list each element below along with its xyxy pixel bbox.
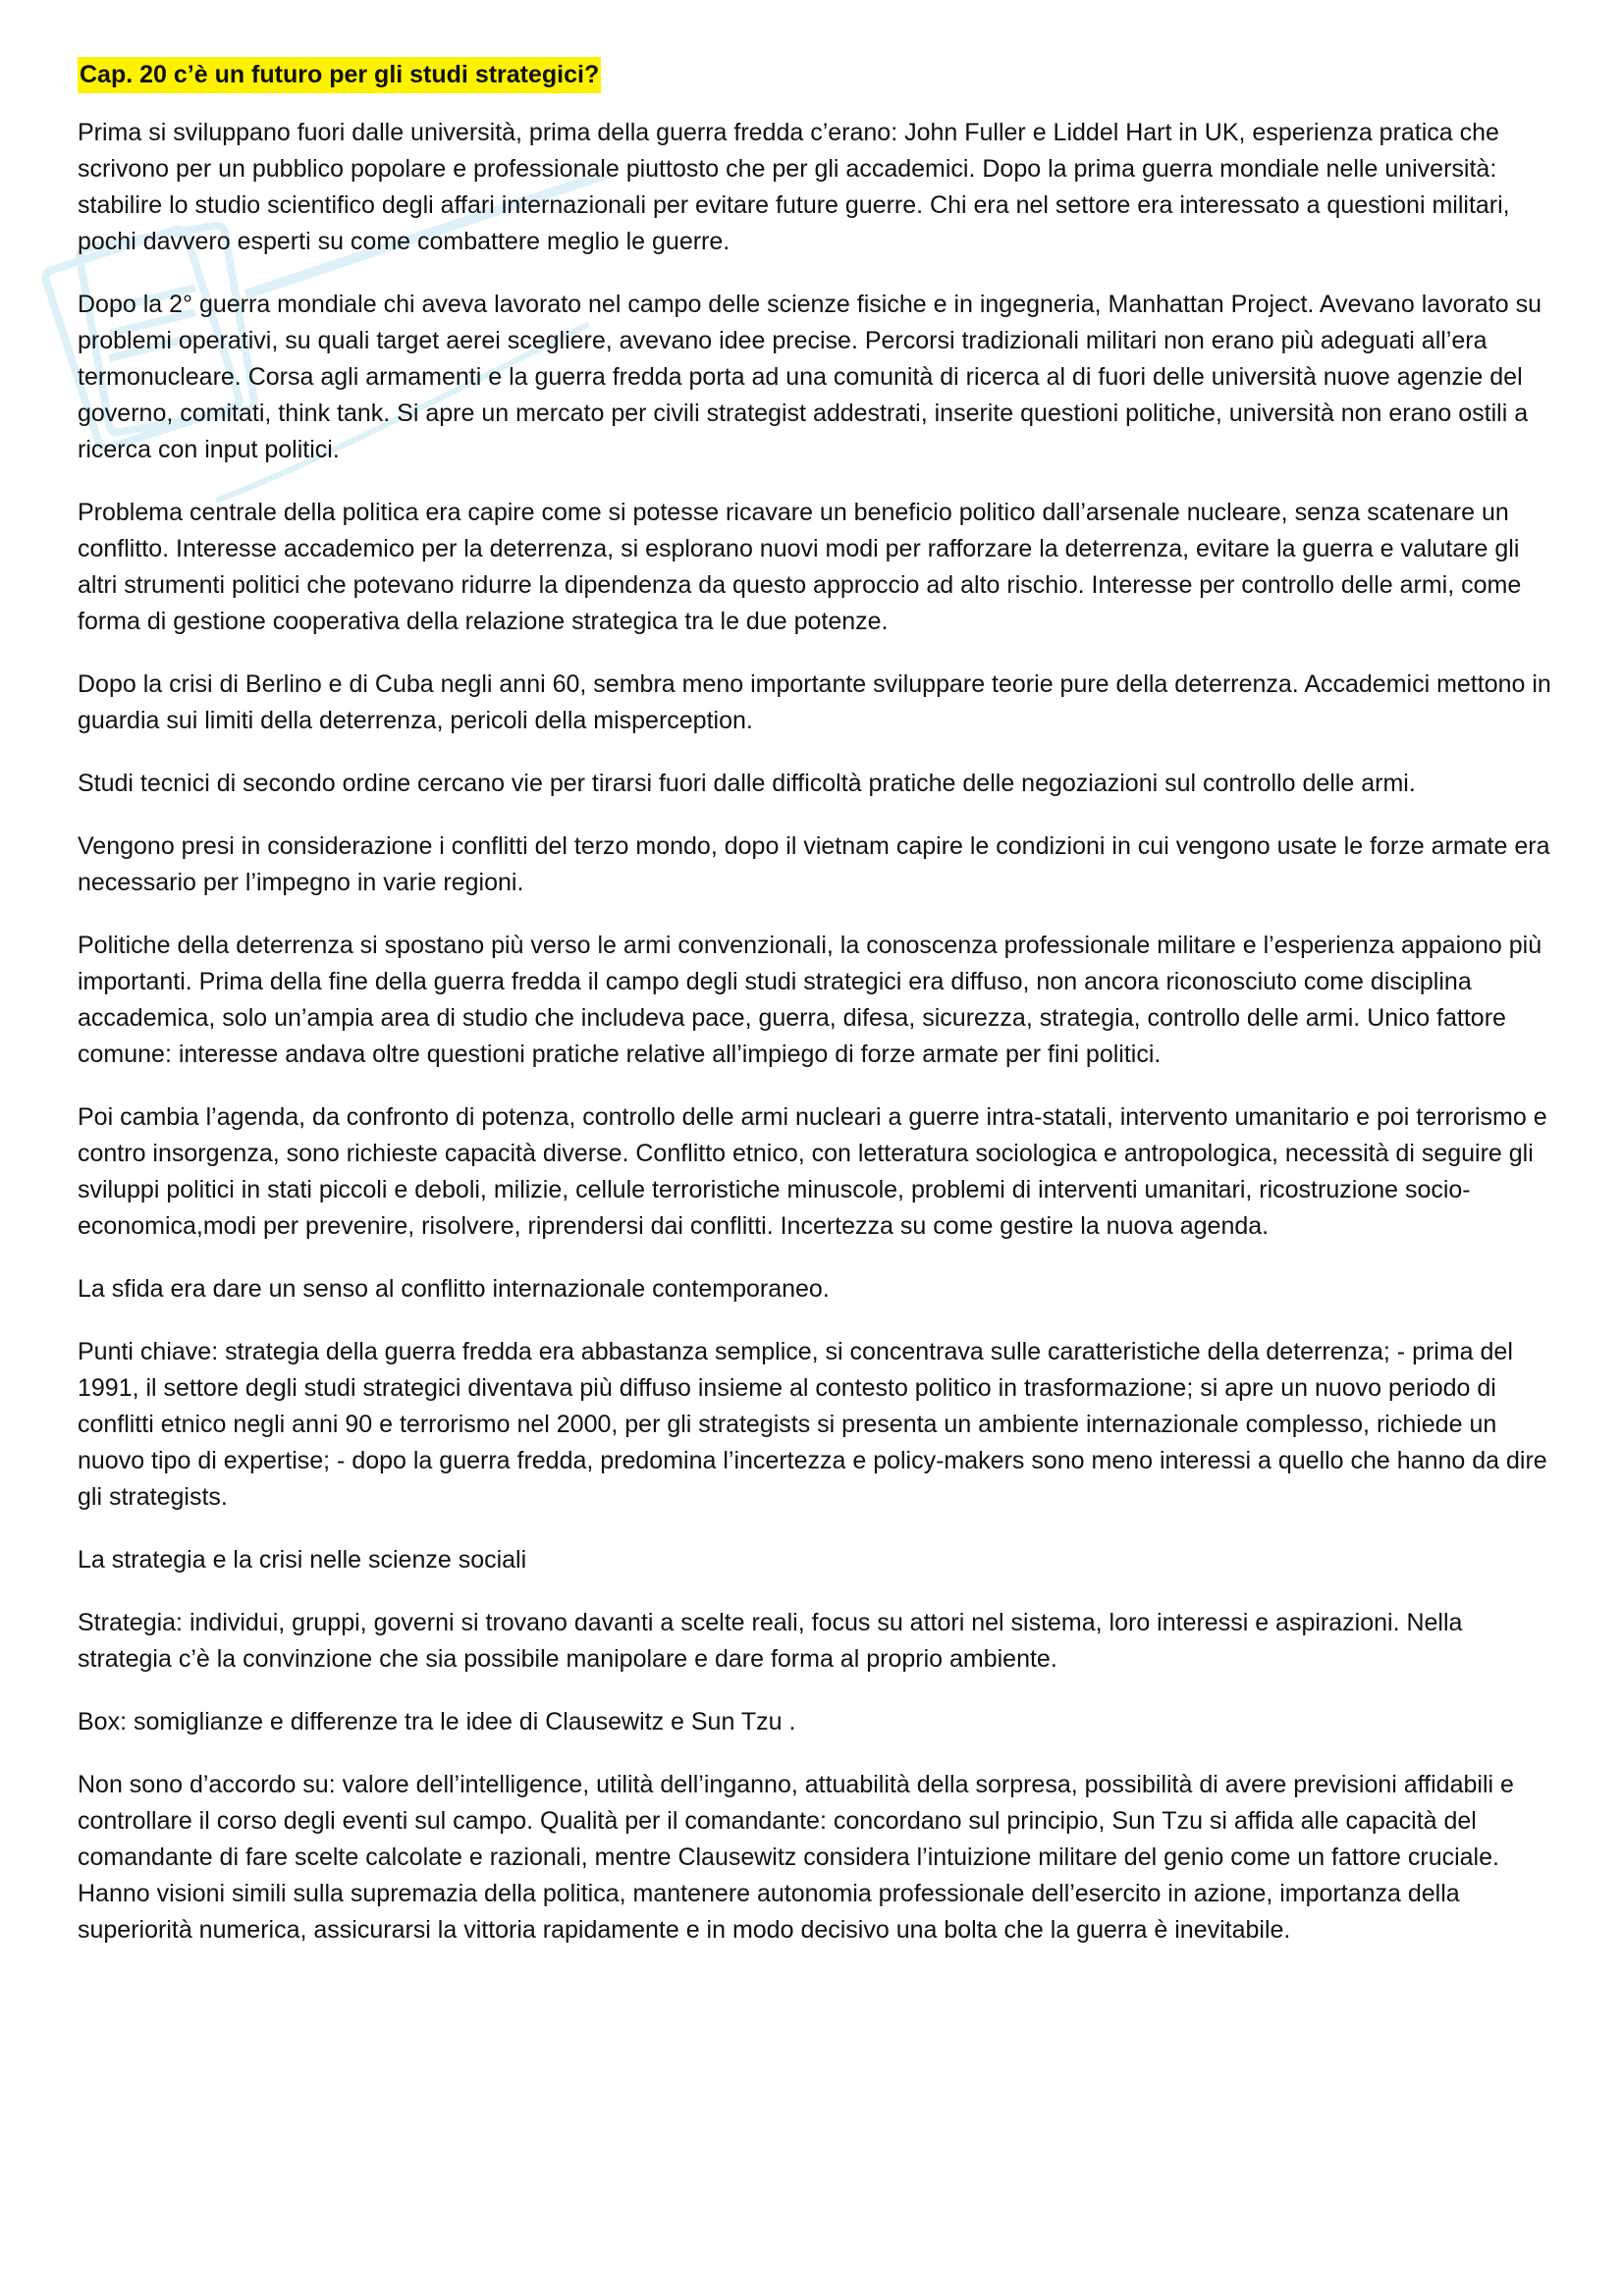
paragraph: Prima si sviluppano fuori dalle università, prima della guerra fredda c’erano: John Fuller e Liddel Hart in UK, esperienza pratica che scrivono per un pubblico popolare e professionale piuttosto che per gli accademici. Dopo la prima guerra mondiale nelle università: stabilire lo studio scientifico degli affari internazionali per evitare future guerre. Chi era nel settore era interessato a questioni militari, pochi davvero esperti su come combattere meglio le guerre. xyxy=(78,119,1510,255)
paragraph: Dopo la 2° guerra mondiale chi aveva lavorato nel campo delle scienze fisiche e in ingegneria, Manhattan Project. Avevano lavorato su problemi operativi, su quali target aerei scegliere, avevano idee precise. Percorsi tradizionali militari non erano più adeguati all’era termonucleare. Corsa agli armamenti e la guerra fredda porta ad una comunità di ricerca al di fuori delle università nuove agenzie del governo, comitati, think tank. Si apre un mercato per civili strategist addestrati, inserite questioni politiche, università non erano ostili a ricerca con input politici. xyxy=(78,291,1542,463)
paragraph: Box: somiglianze e differenze tra le idee di Clausewitz e Sun Tzu . xyxy=(78,1708,796,1735)
paragraph: La sfida era dare un senso al conflitto internazionale contemporaneo. xyxy=(78,1275,830,1303)
paragraph: Vengono presi in considerazione i conflitti del terzo mondo, dopo il vietnam capire le condizioni in cui vengono usate le forze armate era necessario per l’impegno in varie regioni. xyxy=(78,832,1550,896)
paragraph: Dopo la crisi di Berlino e di Cuba negli anni 60, sembra meno importante sviluppare teorie pure della deterrenza. Accademici mettono in guardia sui limiti della deterrenza, pericoli della misperception. xyxy=(78,670,1551,734)
paragraph: Politiche della deterrenza si spostano più verso le armi convenzionali, la conoscenza professionale militare e l’esperienza appaiono più importanti. Prima della fine della guerra fredda il campo degli studi strategici era diffuso, non ancora riconosciuto come disciplina accademica, solo un’ampia area di studio che includeva pace, guerra, difesa, sicurezza, strategia, controllo delle armi. Unico fattore comune: interesse andava oltre questioni pratiche relative all’impiego di forze armate per fini politici. xyxy=(78,932,1542,1068)
paragraph: Studi tecnici di secondo ordine cercano vie per tirarsi fuori dalle difficoltà pratiche delle negoziazioni sul controllo delle armi. xyxy=(78,770,1416,797)
document-title: Cap. 20 c’è un futuro per gli studi strategici? xyxy=(78,57,601,93)
paragraph: Poi cambia l’agenda, da confronto di potenza, controllo delle armi nucleari a guerre intra-statali, intervento umanitario e poi terrorismo e contro insorgenza, sono richieste capacità diverse. Conflitto etnico, con letteratura sociologica e antropologica, necessità di seguire gli sviluppi politici in stati piccoli e deboli, milizie, cellule terroristiche minuscole, problemi di interventi umanitari, ricostruzione socio-economica,modi per prevenire, risolvere, riprendersi dai conflitti. Incertezza su come gestire la nuova agenda. xyxy=(78,1103,1547,1240)
paragraph: Strategia: individui, gruppi, governi si trovano davanti a scelte reali, focus su attori nel sistema, loro interessi e aspirazioni. Nella strategia c’è la convinzione che sia possibile manipolare e dare forma al proprio ambiente. xyxy=(78,1609,1463,1673)
paragraph: Non sono d’accordo su: valore dell’intelligence, utilità dell’inganno, attuabilità della sorpresa, possibilità di avere previsioni affidabili e controllare il corso degli eventi sul campo. Qualità per il comandante: concordano sul principio, Sun Tzu si affida alle capacità del comandante di fare scelte calcolate e razionali, mentre Clausewitz considera l’intuizione militare del genio come un fattore cruciale. Hanno visioni simili sulla supremazia della politica, mantenere autonomia professionale dell’esercito in azione, importanza della superiorità numerica, assicurarsi la vittoria rapidamente e in modo decisivo una bolta che la guerra è inevitabile. xyxy=(78,1771,1514,1944)
paragraph: Punti chiave: strategia della guerra fredda era abbastanza semplice, si concentrava sulle caratteristiche della deterrenza; - prima del 1991, il settore degli studi strategici diventava più diffuso insieme al contesto politico in trasformazione; si apre un nuovo periodo di conflitti etnico negli anni 90 e terrorismo nel 2000, per gli strategists si presenta un ambiente internazionale complesso, richiede un nuovo tipo di expertise; - dopo la guerra fredda, predomina l’incertezza e policy-makers sono meno interessi a quello che hanno da dire gli strategists. xyxy=(78,1338,1547,1511)
section-heading: La strategia e la crisi nelle scienze sociali xyxy=(78,1546,527,1574)
paragraph: Problema centrale della politica era capire come si potesse ricavare un beneficio politico dall’arsenale nucleare, senza scatenare un conflitto. Interesse accademico per la deterrenza, si esplorano nuovi modi per rafforzare la deterrenza, evitare la guerra e valutare gli altri strumenti politici che potevano ridurre la dipendenza da questo approccio ad alto rischio. Interesse per controllo delle armi, come forma di gestione cooperativa della relazione strategica tra le due potenze. xyxy=(78,499,1522,635)
